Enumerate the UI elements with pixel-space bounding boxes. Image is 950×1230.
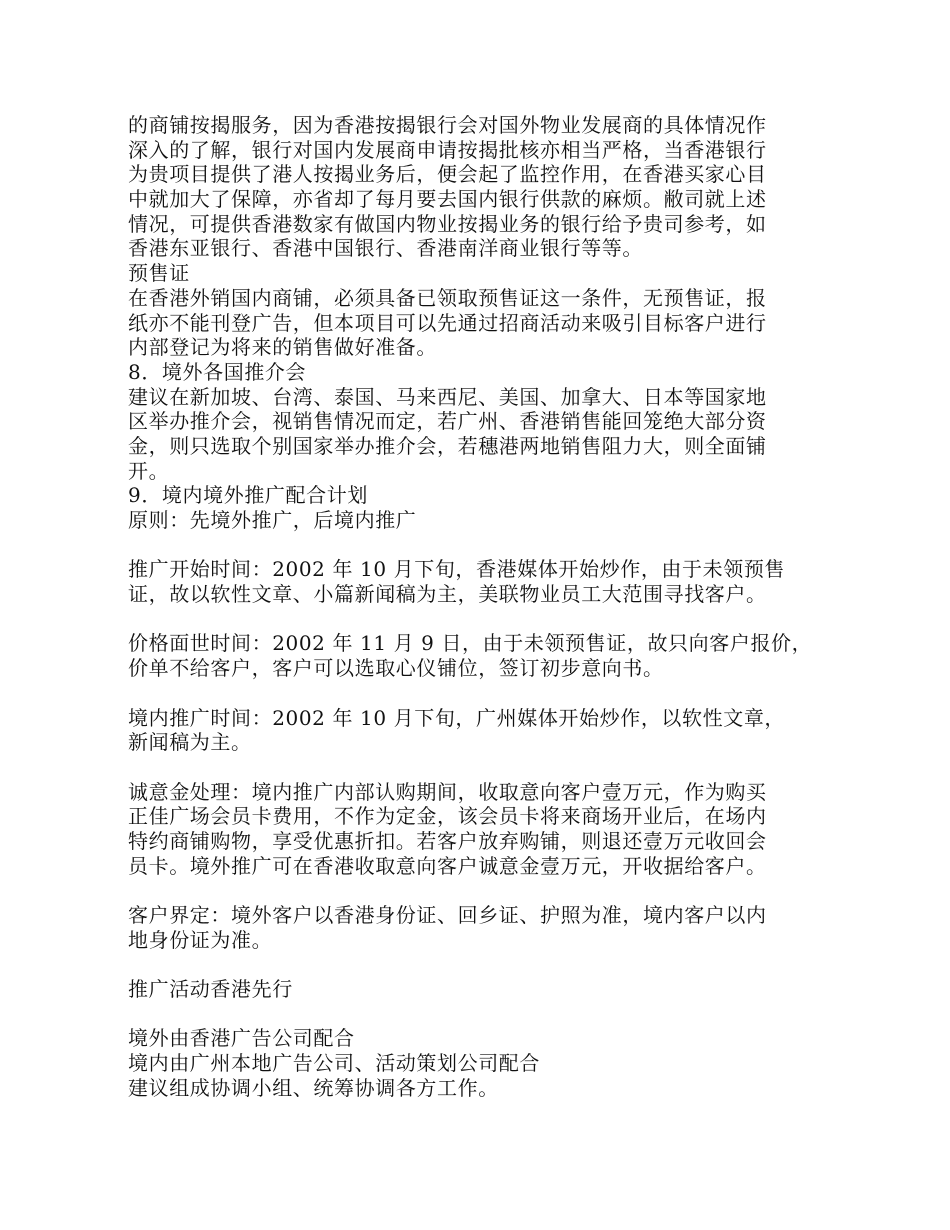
- blank-line: [128, 952, 818, 977]
- text-line: 特约商铺购物，享受优惠折扣。若客户放弃购铺，则退还壹万元收回会: [128, 828, 767, 853]
- text-line: 境外由香港广告公司配合: [128, 1026, 355, 1051]
- text-line: 在香港外销国内商铺，必须具备已领取预售证这一条件，无预售证，报: [128, 285, 767, 310]
- text-line: 香港东亚银行、香港中国银行、香港南洋商业银行等等。: [128, 236, 643, 261]
- text-line: 员卡。境外推广可在香港收取意向客户诚意金壹万元，开收据给客户。: [128, 853, 767, 878]
- text-line: 新闻稿为主。: [128, 730, 252, 755]
- text-line: 预售证: [128, 261, 190, 286]
- text-line: 9．境内境外推广配合计划: [128, 483, 368, 508]
- text-line: 的商铺按揭服务，因为香港按揭银行会对国外物业发展商的具体情况作: [128, 113, 767, 137]
- text-line: 深入的了解，银行对国内发展商申请按揭批核亦相当严格，当香港银行: [128, 137, 767, 162]
- text-line: 价格面世时间：2002 年 11 月 9 日，由于未领预售证，故只向客户报价，: [128, 631, 813, 656]
- text-line: 开。: [128, 458, 170, 483]
- text-line: 地身份证为准。: [128, 927, 273, 952]
- blank-line: [128, 878, 818, 903]
- text-line: 价单不给客户，客户可以选取心仪铺位，签订初步意向书。: [128, 656, 664, 681]
- text-line: 建议在新加坡、台湾、泰国、马来西尼、美国、加拿大、日本等国家地: [128, 384, 767, 409]
- blank-line: [128, 1002, 818, 1027]
- text-line: 中就加大了保障，亦省却了每月要去国内银行供款的麻烦。敝司就上述: [128, 187, 767, 212]
- text-line: 情况，可提供香港数家有做国内物业按揭业务的银行给予贵司参考，如: [128, 211, 767, 236]
- text-line: 客户界定：境外客户以香港身份证、回乡证、护照为准，境内客户以内: [128, 903, 767, 927]
- text-line: 纸亦不能刊登广告，但本项目可以先通过招商活动来吸引目标客户进行: [128, 310, 767, 335]
- text-line: 建议组成协调小组、统筹协调各方工作。: [128, 1075, 499, 1100]
- blank-line: [128, 755, 818, 780]
- text-line: 为贵项目提供了港人按揭业务后，便会起了监控作用，在香港买家心目: [128, 162, 767, 187]
- blank-line: [128, 681, 818, 706]
- text-line: 境内由广州本地广告公司、活动策划公司配合: [128, 1051, 540, 1076]
- text-line: 内部登记为将来的销售做好准备。: [128, 335, 437, 360]
- text-line: 金，则只选取个别国家举办推介会，若穗港两地销售阻力大，则全面铺: [128, 433, 767, 458]
- text-line: 区举办推介会，视销售情况而定，若广州、香港销售能回笼绝大部分资: [128, 409, 767, 434]
- text-line: 推广开始时间：2002 年 10 月下旬，香港媒体开始炒作，由于未领预售: [128, 557, 786, 582]
- text-line: 正佳广场会员卡费用，不作为定金，该会员卡将来商场开业后，在场内: [128, 804, 767, 829]
- text-line: 推广活动香港先行: [128, 977, 293, 1002]
- text-line: 8．境外各国推介会: [128, 359, 307, 384]
- text-line: 原则：先境外推广，后境内推广: [128, 508, 417, 532]
- blank-line: [128, 533, 818, 558]
- text-line: 诚意金处理：境内推广内部认购期间，收取意向客户壹万元，作为购买: [128, 779, 767, 804]
- document-body: [128, 113, 818, 1101]
- text-line: 境内推广时间：2002 年 10 月下旬，广州媒体开始炒作，以软性文章，: [128, 705, 786, 730]
- blank-line: [128, 607, 818, 632]
- text-line: 证，故以软性文章、小篇新闻稿为主，美联物业员工大范围寻找客户。: [128, 582, 767, 607]
